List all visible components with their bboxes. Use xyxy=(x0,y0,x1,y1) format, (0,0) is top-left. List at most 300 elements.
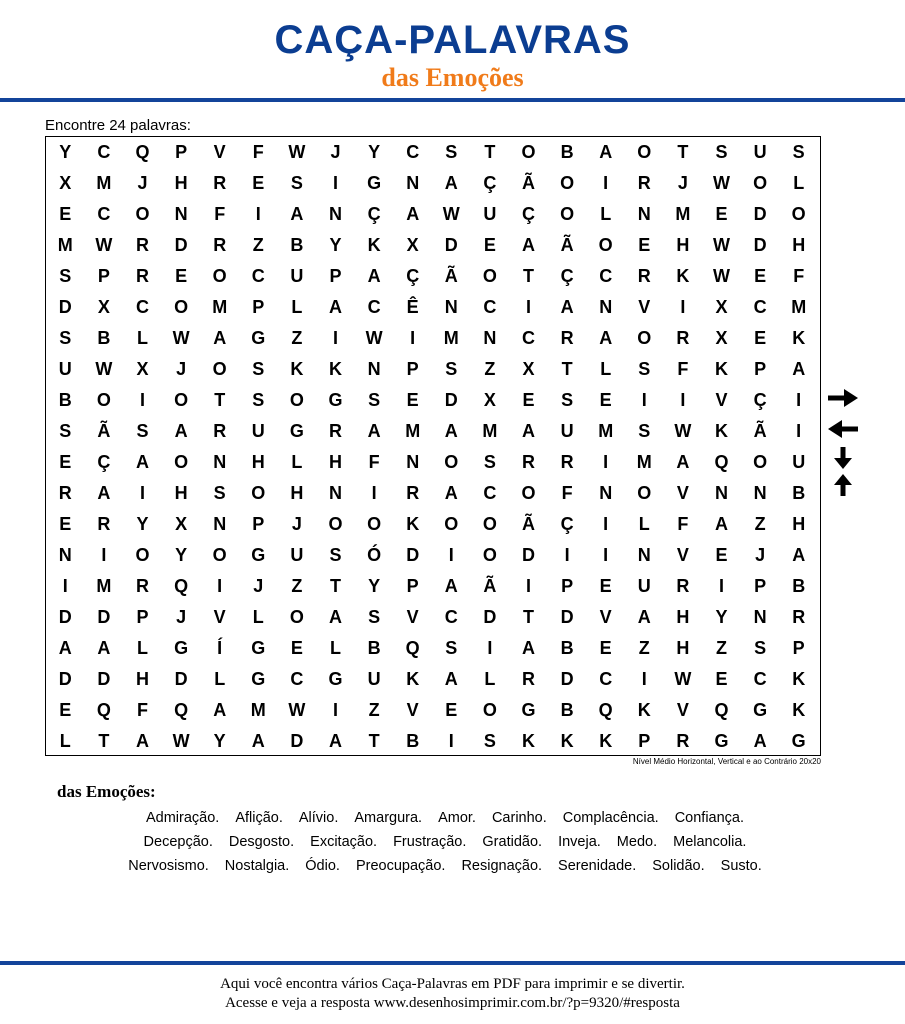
grid-letter[interactable]: J xyxy=(330,142,341,162)
grid-letter[interactable]: I xyxy=(603,452,609,472)
grid-letter[interactable]: G xyxy=(251,328,266,348)
grid-letter[interactable]: I xyxy=(603,545,609,565)
grid-letter[interactable]: R xyxy=(213,173,227,193)
grid-letter[interactable]: A xyxy=(521,638,535,658)
grid-letter[interactable]: Ã xyxy=(97,421,111,441)
grid-letter[interactable]: R xyxy=(135,576,149,596)
grid-letter[interactable]: D xyxy=(97,669,111,689)
grid-letter[interactable]: W xyxy=(95,235,113,255)
grid-letter[interactable]: W xyxy=(95,359,113,379)
grid-letter[interactable]: V xyxy=(213,607,226,627)
grid-letter[interactable]: V xyxy=(599,607,612,627)
grid-letter[interactable]: S xyxy=(136,421,149,441)
grid-letter[interactable]: E xyxy=(599,576,612,596)
grid-letter[interactable]: I xyxy=(255,204,261,224)
grid-letter[interactable]: P xyxy=(252,297,265,317)
grid-letter[interactable]: O xyxy=(96,390,111,410)
grid-letter[interactable]: Z xyxy=(715,638,727,658)
grid-letter[interactable]: V xyxy=(676,700,689,720)
grid-letter[interactable]: K xyxy=(560,731,574,751)
grid-letter[interactable]: U xyxy=(367,669,381,689)
grid-letter[interactable]: N xyxy=(637,545,651,565)
grid-letter[interactable]: E xyxy=(445,700,458,720)
grid-letter[interactable]: U xyxy=(560,421,574,441)
grid-letter[interactable]: E xyxy=(754,266,767,286)
grid-letter[interactable]: C xyxy=(599,266,613,286)
grid-letter[interactable]: W xyxy=(712,266,730,286)
grid-letter[interactable]: J xyxy=(253,576,264,596)
grid-letter[interactable]: Ç xyxy=(521,204,535,224)
grid-letter[interactable]: N xyxy=(406,452,420,472)
grid-letter[interactable]: D xyxy=(483,607,497,627)
grid-letter[interactable]: L xyxy=(136,638,148,658)
grid-letter[interactable]: T xyxy=(561,359,573,379)
grid-letter[interactable]: A xyxy=(676,452,690,472)
grid-letter[interactable]: S xyxy=(445,359,458,379)
grid-letter[interactable]: Ç xyxy=(560,514,574,534)
grid-letter[interactable]: Q xyxy=(598,700,613,720)
grid-letter[interactable]: C xyxy=(406,142,420,162)
grid-letter[interactable]: D xyxy=(560,669,574,689)
grid-letter[interactable]: L xyxy=(136,328,148,348)
grid-letter[interactable]: C xyxy=(367,297,381,317)
grid-letter[interactable]: G xyxy=(174,638,189,658)
grid-letter[interactable]: O xyxy=(482,545,497,565)
grid-letter[interactable]: T xyxy=(522,607,534,627)
grid-letter[interactable]: P xyxy=(638,731,651,751)
grid-letter[interactable]: O xyxy=(753,452,768,472)
grid-letter[interactable]: E xyxy=(715,669,728,689)
grid-letter[interactable]: D xyxy=(58,669,72,689)
grid-letter[interactable]: X xyxy=(97,297,110,317)
grid-letter[interactable]: E xyxy=(483,235,496,255)
grid-letter[interactable]: A xyxy=(444,483,458,503)
grid-letter[interactable]: S xyxy=(290,173,303,193)
grid-letter[interactable]: J xyxy=(137,173,148,193)
grid-letter[interactable]: A xyxy=(97,483,111,503)
grid-letter[interactable]: L xyxy=(291,297,303,317)
grid-letter[interactable]: O xyxy=(174,297,189,317)
grid-letter[interactable]: K xyxy=(521,731,535,751)
grid-letter[interactable]: H xyxy=(174,173,188,193)
grid-letter[interactable]: E xyxy=(59,700,72,720)
grid-letter[interactable]: N xyxy=(753,607,767,627)
grid-letter[interactable]: O xyxy=(482,266,497,286)
grid-letter[interactable]: A xyxy=(135,452,149,472)
grid-letter[interactable]: K xyxy=(599,731,613,751)
grid-letter[interactable]: F xyxy=(677,359,689,379)
grid-letter[interactable]: K xyxy=(792,669,806,689)
grid-letter[interactable]: P xyxy=(561,576,574,596)
grid-letter[interactable]: S xyxy=(329,545,342,565)
grid-letter[interactable]: F xyxy=(252,142,264,162)
grid-letter[interactable]: L xyxy=(793,173,805,193)
grid-letter[interactable]: K xyxy=(290,359,304,379)
grid-letter[interactable]: D xyxy=(290,731,304,751)
grid-letter[interactable]: R xyxy=(676,731,690,751)
grid-letter[interactable]: R xyxy=(792,607,806,627)
grid-letter[interactable]: Y xyxy=(213,731,226,751)
grid-letter[interactable]: I xyxy=(680,390,686,410)
grid-letter[interactable]: Ç xyxy=(367,204,381,224)
grid-letter[interactable]: U xyxy=(637,576,651,596)
grid-letter[interactable]: Ç xyxy=(560,266,574,286)
grid-letter[interactable]: O xyxy=(289,607,304,627)
grid-letter[interactable]: S xyxy=(368,607,381,627)
grid-letter[interactable]: T xyxy=(214,390,226,410)
grid-letter[interactable]: C xyxy=(753,297,767,317)
grid-letter[interactable]: V xyxy=(213,142,226,162)
grid-letter[interactable]: I xyxy=(680,297,686,317)
grid-letter[interactable]: C xyxy=(521,328,535,348)
grid-letter[interactable]: I xyxy=(641,390,647,410)
grid-letter[interactable]: Ç xyxy=(406,266,420,286)
grid-letter[interactable]: J xyxy=(291,514,302,534)
grid-letter[interactable]: W xyxy=(288,700,306,720)
grid-letter[interactable]: M xyxy=(96,173,112,193)
grid-letter[interactable]: R xyxy=(637,173,651,193)
grid-letter[interactable]: A xyxy=(753,731,767,751)
grid-letter[interactable]: O xyxy=(753,173,768,193)
grid-letter[interactable]: Í xyxy=(217,638,223,658)
grid-letter[interactable]: U xyxy=(792,452,806,472)
grid-letter[interactable]: S xyxy=(445,142,458,162)
grid-letter[interactable]: D xyxy=(753,235,767,255)
grid-letter[interactable]: C xyxy=(97,204,111,224)
grid-letter[interactable]: R xyxy=(676,576,690,596)
grid-letter[interactable]: B xyxy=(290,235,304,255)
grid-letter[interactable]: Z xyxy=(291,576,303,596)
grid-letter[interactable]: Q xyxy=(174,700,189,720)
grid-letter[interactable]: Ã xyxy=(483,576,497,596)
grid-letter[interactable]: N xyxy=(599,297,613,317)
grid-letter[interactable]: N xyxy=(714,483,728,503)
grid-letter[interactable]: W xyxy=(288,142,306,162)
grid-letter[interactable]: K xyxy=(406,669,420,689)
grid-letter[interactable]: K xyxy=(792,700,806,720)
grid-letter[interactable]: M xyxy=(96,576,112,596)
grid-letter[interactable]: L xyxy=(291,452,303,472)
grid-letter[interactable]: M xyxy=(598,421,614,441)
grid-letter[interactable]: L xyxy=(638,514,650,534)
grid-letter[interactable]: B xyxy=(560,142,574,162)
grid-letter[interactable]: S xyxy=(213,483,226,503)
grid-letter[interactable]: P xyxy=(252,514,265,534)
grid-letter[interactable]: Y xyxy=(59,142,72,162)
grid-letter[interactable]: W xyxy=(712,235,730,255)
grid-letter[interactable]: Z xyxy=(368,700,380,720)
grid-letter[interactable]: D xyxy=(58,607,72,627)
grid-letter[interactable]: N xyxy=(637,204,651,224)
grid-letter[interactable]: B xyxy=(792,483,806,503)
grid-letter[interactable]: H xyxy=(290,483,304,503)
grid-letter[interactable]: E xyxy=(406,390,419,410)
grid-letter[interactable]: K xyxy=(637,700,651,720)
grid-letter[interactable]: D xyxy=(97,607,111,627)
grid-letter[interactable]: I xyxy=(796,390,802,410)
grid-letter[interactable]: J xyxy=(176,607,187,627)
grid-letter[interactable]: X xyxy=(715,297,728,317)
grid-letter[interactable]: Ç xyxy=(483,173,497,193)
grid-letter[interactable]: V xyxy=(676,483,689,503)
grid-letter[interactable]: I xyxy=(448,545,454,565)
grid-letter[interactable]: N xyxy=(444,297,458,317)
grid-letter[interactable]: S xyxy=(638,359,651,379)
grid-letter[interactable]: Y xyxy=(715,607,728,627)
grid-letter[interactable]: M xyxy=(482,421,498,441)
grid-letter[interactable]: R xyxy=(328,421,342,441)
grid-letter[interactable]: E xyxy=(59,452,72,472)
grid-letter[interactable]: C xyxy=(251,266,265,286)
grid-letter[interactable]: G xyxy=(791,731,806,751)
grid-letter[interactable]: U xyxy=(753,142,767,162)
grid-letter[interactable]: R xyxy=(637,266,651,286)
grid-letter[interactable]: O xyxy=(560,204,575,224)
grid-letter[interactable]: O xyxy=(174,452,189,472)
grid-letter[interactable]: S xyxy=(638,421,651,441)
grid-letter[interactable]: A xyxy=(251,731,265,751)
grid-letter[interactable]: W xyxy=(172,328,190,348)
grid-letter[interactable]: N xyxy=(328,483,342,503)
grid-letter[interactable]: P xyxy=(754,359,767,379)
grid-letter[interactable]: P xyxy=(175,142,188,162)
grid-letter[interactable]: H xyxy=(676,607,690,627)
grid-letter[interactable]: H xyxy=(328,452,342,472)
grid-letter[interactable]: O xyxy=(521,483,536,503)
grid-letter[interactable]: B xyxy=(560,638,574,658)
grid-letter[interactable]: U xyxy=(483,204,497,224)
grid-letter[interactable]: N xyxy=(753,483,767,503)
grid-letter[interactable]: O xyxy=(637,328,652,348)
grid-letter[interactable]: E xyxy=(59,514,72,534)
grid-letter[interactable]: K xyxy=(367,235,381,255)
grid-letter[interactable]: J xyxy=(176,359,187,379)
grid-letter[interactable]: M xyxy=(57,235,73,255)
grid-letter[interactable]: Q xyxy=(174,576,189,596)
grid-letter[interactable]: N xyxy=(367,359,381,379)
grid-letter[interactable]: I xyxy=(796,421,802,441)
grid-letter[interactable]: I xyxy=(487,638,493,658)
grid-letter[interactable]: O xyxy=(521,142,536,162)
grid-letter[interactable]: M xyxy=(636,452,652,472)
grid-letter[interactable]: P xyxy=(97,266,110,286)
grid-letter[interactable]: V xyxy=(406,607,419,627)
grid-letter[interactable]: Ã xyxy=(560,235,574,255)
grid-letter[interactable]: M xyxy=(250,700,266,720)
grid-letter[interactable]: U xyxy=(58,359,72,379)
grid-letter[interactable]: I xyxy=(525,576,531,596)
grid-letter[interactable]: E xyxy=(715,204,728,224)
grid-letter[interactable]: Q xyxy=(714,452,729,472)
grid-letter[interactable]: X xyxy=(406,235,419,255)
grid-letter[interactable]: A xyxy=(328,607,342,627)
grid-letter[interactable]: C xyxy=(483,483,497,503)
grid-letter[interactable]: M xyxy=(791,297,807,317)
grid-letter[interactable]: O xyxy=(174,390,189,410)
grid-letter[interactable]: G xyxy=(521,700,536,720)
grid-letter[interactable]: C xyxy=(97,142,111,162)
grid-letter[interactable]: X xyxy=(59,173,72,193)
grid-letter[interactable]: O xyxy=(212,266,227,286)
grid-letter[interactable]: A xyxy=(367,266,381,286)
grid-letter[interactable]: Y xyxy=(175,545,188,565)
grid-letter[interactable]: O xyxy=(251,483,266,503)
grid-letter[interactable]: K xyxy=(406,514,420,534)
grid-letter[interactable]: Q xyxy=(96,700,111,720)
grid-letter[interactable]: I xyxy=(603,173,609,193)
grid-letter[interactable]: L xyxy=(329,638,341,658)
grid-letter[interactable]: I xyxy=(332,328,338,348)
grid-letter[interactable]: N xyxy=(483,328,497,348)
grid-letter[interactable]: O xyxy=(482,514,497,534)
grid-letter[interactable]: G xyxy=(251,545,266,565)
grid-letter[interactable]: D xyxy=(753,204,767,224)
grid-letter[interactable]: C xyxy=(753,669,767,689)
grid-letter[interactable]: E xyxy=(599,638,612,658)
grid-letter[interactable]: V xyxy=(715,390,728,410)
grid-letter[interactable]: S xyxy=(445,638,458,658)
grid-letter[interactable]: Q xyxy=(405,638,420,658)
grid-letter[interactable]: Q xyxy=(135,142,150,162)
grid-letter[interactable]: F xyxy=(368,452,380,472)
grid-letter[interactable]: X xyxy=(715,328,728,348)
grid-letter[interactable]: E xyxy=(599,390,612,410)
grid-letter[interactable]: W xyxy=(674,421,692,441)
grid-letter[interactable]: R xyxy=(676,328,690,348)
grid-letter[interactable]: X xyxy=(136,359,149,379)
grid-letter[interactable]: F xyxy=(677,514,689,534)
grid-letter[interactable]: D xyxy=(174,669,188,689)
grid-letter[interactable]: D xyxy=(58,297,72,317)
grid-letter[interactable]: R xyxy=(213,235,227,255)
grid-letter[interactable]: A xyxy=(444,576,458,596)
grid-letter[interactable]: H xyxy=(792,235,806,255)
grid-letter[interactable]: W xyxy=(712,173,730,193)
grid-letter[interactable]: A xyxy=(97,638,111,658)
grid-letter[interactable]: A xyxy=(328,731,342,751)
grid-letter[interactable]: N xyxy=(599,483,613,503)
grid-letter[interactable]: K xyxy=(714,421,728,441)
grid-letter[interactable]: D xyxy=(521,545,535,565)
grid-letter[interactable]: I xyxy=(641,669,647,689)
grid-letter[interactable]: G xyxy=(289,421,304,441)
grid-letter[interactable]: K xyxy=(328,359,342,379)
grid-letter[interactable]: A xyxy=(213,700,227,720)
grid-letter[interactable]: W xyxy=(172,731,190,751)
grid-letter[interactable]: Ê xyxy=(406,297,419,317)
grid-letter[interactable]: H xyxy=(174,483,188,503)
grid-letter[interactable]: O xyxy=(637,483,652,503)
grid-letter[interactable]: L xyxy=(600,359,612,379)
grid-letter[interactable]: A xyxy=(560,297,574,317)
grid-letter[interactable]: F xyxy=(561,483,573,503)
grid-letter[interactable]: T xyxy=(329,576,341,596)
grid-letter[interactable]: C xyxy=(135,297,149,317)
grid-letter[interactable]: F xyxy=(136,700,148,720)
grid-letter[interactable]: E xyxy=(715,545,728,565)
grid-letter[interactable]: I xyxy=(718,576,724,596)
grid-letter[interactable]: O xyxy=(289,390,304,410)
grid-letter[interactable]: A xyxy=(444,669,458,689)
grid-letter[interactable]: S xyxy=(59,421,72,441)
grid-letter[interactable]: J xyxy=(755,545,766,565)
grid-letter[interactable]: O xyxy=(367,514,382,534)
grid-letter[interactable]: Ã xyxy=(521,514,535,534)
grid-letter[interactable]: A xyxy=(521,421,535,441)
grid-letter[interactable]: T xyxy=(677,142,689,162)
grid-letter[interactable]: A xyxy=(637,607,651,627)
grid-letter[interactable]: S xyxy=(715,142,728,162)
grid-letter[interactable]: Y xyxy=(136,514,149,534)
grid-letter[interactable]: A xyxy=(444,173,458,193)
grid-letter[interactable]: N xyxy=(406,173,420,193)
grid-letter[interactable]: S xyxy=(252,390,265,410)
grid-letter[interactable]: X xyxy=(175,514,188,534)
grid-letter[interactable]: I xyxy=(62,576,68,596)
grid-letter[interactable]: O xyxy=(598,235,613,255)
grid-letter[interactable]: A xyxy=(792,545,806,565)
grid-letter[interactable]: I xyxy=(564,545,570,565)
grid-letter[interactable]: S xyxy=(792,142,805,162)
grid-letter[interactable]: S xyxy=(754,638,767,658)
grid-letter[interactable]: W xyxy=(442,204,460,224)
grid-letter[interactable]: D xyxy=(406,545,420,565)
grid-letter[interactable]: A xyxy=(521,235,535,255)
grid-letter[interactable]: Q xyxy=(714,700,729,720)
grid-letter[interactable]: L xyxy=(214,669,226,689)
grid-letter[interactable]: Z xyxy=(291,328,303,348)
grid-letter[interactable]: R xyxy=(521,669,535,689)
grid-letter[interactable]: F xyxy=(214,204,226,224)
grid-letter[interactable]: P xyxy=(754,576,767,596)
grid-letter[interactable]: E xyxy=(522,390,535,410)
grid-letter[interactable]: A xyxy=(444,421,458,441)
grid-letter[interactable]: Z xyxy=(484,359,496,379)
grid-letter[interactable]: H xyxy=(135,669,149,689)
grid-letter[interactable]: H xyxy=(792,514,806,534)
grid-letter[interactable]: G xyxy=(328,669,343,689)
grid-letter[interactable]: C xyxy=(599,669,613,689)
grid-letter[interactable]: A xyxy=(328,297,342,317)
grid-letter[interactable]: L xyxy=(600,204,612,224)
grid-letter[interactable]: T xyxy=(98,731,110,751)
grid-letter[interactable]: P xyxy=(406,576,419,596)
grid-letter[interactable]: E xyxy=(638,235,651,255)
grid-letter[interactable]: M xyxy=(212,297,228,317)
grid-letter[interactable]: K xyxy=(676,266,690,286)
grid-letter[interactable]: E xyxy=(175,266,188,286)
grid-letter[interactable]: P xyxy=(329,266,342,286)
grid-letter[interactable]: R xyxy=(135,235,149,255)
grid-letter[interactable]: Z xyxy=(638,638,650,658)
grid-letter[interactable]: I xyxy=(101,545,107,565)
grid-letter[interactable]: I xyxy=(332,173,338,193)
grid-letter[interactable]: Ç xyxy=(753,390,767,410)
grid-letter[interactable]: R xyxy=(406,483,420,503)
grid-letter[interactable]: D xyxy=(560,607,574,627)
grid-letter[interactable]: E xyxy=(754,328,767,348)
grid-letter[interactable]: Ó xyxy=(367,545,382,565)
grid-letter[interactable]: Ã xyxy=(753,421,767,441)
grid-letter[interactable]: V xyxy=(406,700,419,720)
grid-letter[interactable]: R xyxy=(97,514,111,534)
grid-letter[interactable]: P xyxy=(136,607,149,627)
grid-letter[interactable]: O xyxy=(212,359,227,379)
grid-letter[interactable]: F xyxy=(793,266,805,286)
grid-letter[interactable]: G xyxy=(367,173,382,193)
grid-letter[interactable]: V xyxy=(676,545,689,565)
grid-letter[interactable]: T xyxy=(484,142,496,162)
